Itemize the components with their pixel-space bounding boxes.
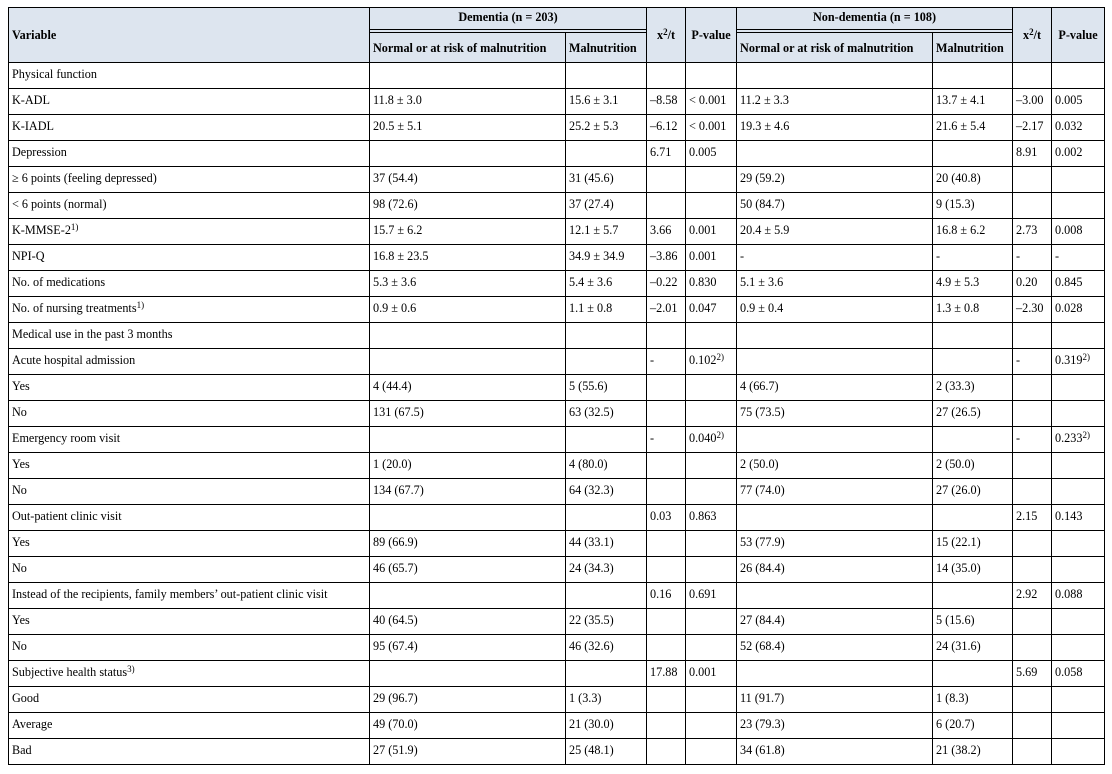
nondementia-pvalue-cell: [1052, 635, 1105, 661]
nondementia-pvalue-cell: [1052, 167, 1105, 193]
dementia-pvalue-cell: [686, 713, 737, 739]
table-row: [9, 297, 1105, 323]
dementia-malnutrition-cell: 12.1 ± 5.7: [566, 219, 647, 245]
nondementia-stat-cell: [1013, 63, 1052, 89]
nondementia-stat-cell: -: [1013, 245, 1052, 271]
header-nondementia-group: [737, 8, 1013, 33]
nondementia-normal-cell: 5.1 ± 3.6: [737, 271, 933, 297]
dementia-normal-cell: 5.3 ± 3.6: [370, 271, 566, 297]
dementia-normal-cell: 11.8 ± 3.0: [370, 89, 566, 115]
dementia-pvalue-cell: [686, 193, 737, 219]
dementia-stat-cell: 0.03: [647, 505, 686, 531]
nondementia-malnutrition-cell: 13.7 ± 4.1: [933, 89, 1013, 115]
row-label: Bad: [9, 739, 370, 765]
dementia-malnutrition-cell: 63 (32.5): [566, 401, 647, 427]
dementia-normal-cell: 89 (66.9): [370, 531, 566, 557]
dementia-malnutrition-cell: 21 (30.0): [566, 713, 647, 739]
dementia-pvalue-cell: 0.691: [686, 583, 737, 609]
nondementia-malnutrition-cell: 20 (40.8): [933, 167, 1013, 193]
nondementia-stat-cell: [1013, 687, 1052, 713]
nondementia-normal-cell: 26 (84.4): [737, 557, 933, 583]
table-header: [9, 8, 1105, 63]
dementia-pvalue-cell: 0.005: [686, 141, 737, 167]
nondementia-pvalue-cell: [1052, 453, 1105, 479]
nondementia-normal-cell: [737, 63, 933, 89]
table-row: [9, 245, 1105, 271]
row-label: Emergency room visit: [9, 427, 370, 453]
table-row: [9, 89, 1105, 115]
nondementia-pvalue-cell: 0.032: [1052, 115, 1105, 141]
dementia-normal-cell: 98 (72.6): [370, 193, 566, 219]
dementia-malnutrition-cell: [566, 63, 647, 89]
dementia-malnutrition-cell: [566, 323, 647, 349]
dementia-pvalue-cell: 0.001: [686, 245, 737, 271]
dementia-malnutrition-cell: [566, 427, 647, 453]
nondementia-normal-cell: 53 (77.9): [737, 531, 933, 557]
nondementia-normal-cell: 2 (50.0): [737, 453, 933, 479]
dementia-normal-cell: 20.5 ± 5.1: [370, 115, 566, 141]
dementia-pvalue-cell: [686, 739, 737, 765]
table-row: [9, 167, 1105, 193]
nondementia-pvalue-cell: 0.845: [1052, 271, 1105, 297]
dementia-stat-cell: [647, 63, 686, 89]
dementia-normal-cell: [370, 661, 566, 687]
nondementia-stat-cell: [1013, 193, 1052, 219]
nondementia-malnutrition-cell: 2 (50.0): [933, 453, 1013, 479]
nondementia-stat-cell: -: [1013, 427, 1052, 453]
row-label: Acute hospital admission: [9, 349, 370, 375]
dementia-normal-cell: [370, 349, 566, 375]
table-row: [9, 323, 1105, 349]
nondementia-malnutrition-cell: 27 (26.5): [933, 401, 1013, 427]
dementia-pvalue-cell: [686, 531, 737, 557]
dementia-normal-cell: 40 (64.5): [370, 609, 566, 635]
nondementia-pvalue-cell: 0.002: [1052, 141, 1105, 167]
header-dementia-malnutrition: Malnutrition: [566, 33, 647, 63]
dementia-malnutrition-cell: [566, 349, 647, 375]
dementia-normal-cell: [370, 505, 566, 531]
nondementia-pvalue-cell: 0.005: [1052, 89, 1105, 115]
nondementia-stat-cell: [1013, 401, 1052, 427]
nondementia-normal-cell: [737, 427, 933, 453]
dementia-stat-cell: –2.01: [647, 297, 686, 323]
nondementia-normal-cell: 77 (74.0): [737, 479, 933, 505]
nondementia-malnutrition-cell: [933, 323, 1013, 349]
row-label: K-MMSE-2$^{1)}$: [9, 219, 370, 245]
header-nondementia-malnutrition: Malnutrition: [933, 33, 1013, 63]
dementia-pvalue-cell: [686, 63, 737, 89]
footnote-marker: 2): [1082, 352, 1090, 362]
nondementia-pvalue-cell: [1052, 63, 1105, 89]
nondementia-malnutrition-cell: [933, 427, 1013, 453]
header-nondementia-stat: $x^2/t$: [1013, 8, 1052, 63]
dementia-stat-cell: [647, 167, 686, 193]
dementia-stat-cell: 0.16: [647, 583, 686, 609]
row-label: Yes: [9, 453, 370, 479]
table-row: [9, 375, 1105, 401]
dementia-malnutrition-cell: 15.6 ± 3.1: [566, 89, 647, 115]
table-row: [9, 115, 1105, 141]
nondementia-malnutrition-cell: [933, 661, 1013, 687]
table-row: [9, 583, 1105, 609]
dementia-pvalue-cell: [686, 635, 737, 661]
nondementia-stat-cell: [1013, 479, 1052, 505]
nondementia-malnutrition-cell: [933, 63, 1013, 89]
table-row: [9, 713, 1105, 739]
dementia-normal-cell: [370, 427, 566, 453]
nondementia-normal-cell: 23 (79.3): [737, 713, 933, 739]
table-row: [9, 401, 1105, 427]
table-body: [9, 63, 1105, 765]
nondementia-pvalue-cell: 0.088: [1052, 583, 1105, 609]
dementia-stat-cell: [647, 557, 686, 583]
dementia-normal-cell: 4 (44.4): [370, 375, 566, 401]
nondementia-malnutrition-cell: [933, 141, 1013, 167]
row-label: Yes: [9, 531, 370, 557]
nondementia-malnutrition-cell: 2 (33.3): [933, 375, 1013, 401]
nondementia-normal-cell: [737, 323, 933, 349]
dementia-stat-cell: –3.86: [647, 245, 686, 271]
table-row: [9, 219, 1105, 245]
nondementia-malnutrition-cell: 9 (15.3): [933, 193, 1013, 219]
row-label: K-IADL: [9, 115, 370, 141]
dementia-malnutrition-cell: [566, 141, 647, 167]
dementia-malnutrition-cell: 31 (45.6): [566, 167, 647, 193]
dementia-malnutrition-cell: 5 (55.6): [566, 375, 647, 401]
header-variable: Variable: [9, 8, 370, 63]
dementia-pvalue-cell: 0.001: [686, 219, 737, 245]
dementia-pvalue-cell: [686, 479, 737, 505]
dementia-stat-cell: 3.66: [647, 219, 686, 245]
dementia-malnutrition-cell: 5.4 ± 3.6: [566, 271, 647, 297]
nondementia-normal-cell: 11 (91.7): [737, 687, 933, 713]
table-row: [9, 687, 1105, 713]
nondementia-stat-cell: [1013, 531, 1052, 557]
dementia-normal-cell: [370, 63, 566, 89]
table-row: [9, 479, 1105, 505]
nondementia-stat-cell: [1013, 635, 1052, 661]
dementia-stat-cell: [647, 687, 686, 713]
dementia-pvalue-cell: [686, 557, 737, 583]
footnote-marker: 2): [1082, 430, 1090, 440]
nondementia-pvalue-cell: [1052, 479, 1105, 505]
dementia-normal-cell: 0.9 ± 0.6: [370, 297, 566, 323]
nondementia-stat-cell: 2.15: [1013, 505, 1052, 531]
row-label: No: [9, 557, 370, 583]
nondementia-stat-cell: -: [1013, 349, 1052, 375]
row-label: No. of nursing treatments$^{1)}$: [9, 297, 370, 323]
dementia-pvalue-cell: 0.001: [686, 661, 737, 687]
dementia-normal-cell: 46 (65.7): [370, 557, 566, 583]
dementia-pvalue-cell: 0.102$^{2)}$: [686, 349, 737, 375]
dementia-normal-cell: 37 (54.4): [370, 167, 566, 193]
dementia-normal-cell: 15.7 ± 6.2: [370, 219, 566, 245]
nondementia-normal-cell: 20.4 ± 5.9: [737, 219, 933, 245]
nondementia-normal-cell: 52 (68.4): [737, 635, 933, 661]
table-row: [9, 427, 1105, 453]
row-label: Good: [9, 687, 370, 713]
dementia-normal-cell: 49 (70.0): [370, 713, 566, 739]
nondementia-stat-cell: [1013, 167, 1052, 193]
table-row: [9, 739, 1105, 765]
dementia-stat-cell: [647, 401, 686, 427]
dementia-stat-cell: [647, 739, 686, 765]
nondementia-stat-cell: [1013, 323, 1052, 349]
dementia-malnutrition-cell: 64 (32.3): [566, 479, 647, 505]
nondementia-pvalue-cell: 0.319$^{2)}$: [1052, 349, 1105, 375]
dementia-pvalue-cell: < 0.001: [686, 115, 737, 141]
dementia-malnutrition-cell: 44 (33.1): [566, 531, 647, 557]
row-label: Physical function: [9, 63, 370, 89]
nondementia-stat-cell: –3.00: [1013, 89, 1052, 115]
dementia-stat-cell: [647, 453, 686, 479]
table-row: [9, 349, 1105, 375]
dementia-stat-cell: [647, 531, 686, 557]
row-label: Subjective health status$^{3)}$: [9, 661, 370, 687]
dementia-stat-cell: [647, 479, 686, 505]
row-label: K-ADL: [9, 89, 370, 115]
row-label: Out-patient clinic visit: [9, 505, 370, 531]
dementia-pvalue-cell: < 0.001: [686, 89, 737, 115]
dementia-stat-cell: [647, 635, 686, 661]
dementia-pvalue-cell: [686, 167, 737, 193]
dementia-stat-cell: [647, 323, 686, 349]
nondementia-malnutrition-cell: -: [933, 245, 1013, 271]
dementia-normal-cell: 16.8 ± 23.5: [370, 245, 566, 271]
nondementia-pvalue-cell: [1052, 687, 1105, 713]
nondementia-pvalue-cell: 0.143: [1052, 505, 1105, 531]
nondementia-malnutrition-cell: 6 (20.7): [933, 713, 1013, 739]
dementia-normal-cell: 131 (67.5): [370, 401, 566, 427]
dementia-pvalue-cell: 0.863: [686, 505, 737, 531]
dementia-pvalue-cell: [686, 401, 737, 427]
row-label: Yes: [9, 609, 370, 635]
nondementia-normal-cell: -: [737, 245, 933, 271]
header-dementia-pvalue: P-value: [686, 8, 737, 63]
dementia-stat-cell: -: [647, 427, 686, 453]
dementia-stat-cell: [647, 713, 686, 739]
nondementia-pvalue-cell: [1052, 531, 1105, 557]
nondementia-malnutrition-cell: 24 (31.6): [933, 635, 1013, 661]
dementia-malnutrition-cell: 34.9 ± 34.9: [566, 245, 647, 271]
nondementia-pvalue-cell: 0.233$^{2)}$: [1052, 427, 1105, 453]
table-row: [9, 63, 1105, 89]
nondementia-normal-cell: 75 (73.5): [737, 401, 933, 427]
dementia-stat-cell: [647, 375, 686, 401]
dementia-normal-cell: [370, 141, 566, 167]
dementia-normal-cell: 1 (20.0): [370, 453, 566, 479]
nondementia-pvalue-cell: [1052, 739, 1105, 765]
nondementia-normal-cell: 29 (59.2): [737, 167, 933, 193]
nondementia-malnutrition-cell: [933, 349, 1013, 375]
header-dementia-stat: $x^2/t$: [647, 8, 686, 63]
nondementia-normal-cell: [737, 661, 933, 687]
nondementia-stat-cell: [1013, 739, 1052, 765]
table-row: [9, 531, 1105, 557]
row-label: < 6 points (normal): [9, 193, 370, 219]
dementia-pvalue-cell: 0.040$^{2)}$: [686, 427, 737, 453]
nondementia-stat-cell: [1013, 609, 1052, 635]
dementia-stat-cell: –0.22: [647, 271, 686, 297]
nondementia-stat-cell: 8.91: [1013, 141, 1052, 167]
nondementia-pvalue-cell: 0.028: [1052, 297, 1105, 323]
table-row: [9, 271, 1105, 297]
nondementia-normal-cell: 4 (66.7): [737, 375, 933, 401]
footnote-marker: 1): [136, 300, 145, 310]
nondementia-malnutrition-cell: 4.9 ± 5.3: [933, 271, 1013, 297]
header-nondementia-normal: Normal or at risk of malnutrition: [737, 33, 933, 63]
nondementia-stat-cell: 2.73: [1013, 219, 1052, 245]
nondementia-stat-cell: 5.69: [1013, 661, 1052, 687]
nondementia-pvalue-cell: [1052, 193, 1105, 219]
table-row: [9, 635, 1105, 661]
nondementia-stat-cell: 0.20: [1013, 271, 1052, 297]
nondementia-pvalue-cell: [1052, 323, 1105, 349]
table-row: [9, 609, 1105, 635]
dementia-pvalue-cell: [686, 453, 737, 479]
dementia-malnutrition-cell: [566, 505, 647, 531]
table-row: [9, 505, 1105, 531]
row-label: No: [9, 479, 370, 505]
dementia-malnutrition-cell: 24 (34.3): [566, 557, 647, 583]
dementia-pvalue-cell: [686, 375, 737, 401]
header-dementia-normal: Normal or at risk of malnutrition: [370, 33, 566, 63]
nondementia-pvalue-cell: [1052, 713, 1105, 739]
dementia-pvalue-cell: [686, 323, 737, 349]
nondementia-normal-cell: [737, 505, 933, 531]
nondementia-normal-cell: 19.3 ± 4.6: [737, 115, 933, 141]
nondementia-malnutrition-cell: 15 (22.1): [933, 531, 1013, 557]
nondementia-stat-cell: [1013, 453, 1052, 479]
table-row: [9, 661, 1105, 687]
dementia-pvalue-cell: [686, 609, 737, 635]
dementia-pvalue-cell: 0.830: [686, 271, 737, 297]
dementia-malnutrition-cell: [566, 661, 647, 687]
row-label: ≥ 6 points (feeling depressed): [9, 167, 370, 193]
dementia-malnutrition-cell: 37 (27.4): [566, 193, 647, 219]
nondementia-normal-cell: 0.9 ± 0.4: [737, 297, 933, 323]
dementia-normal-cell: [370, 323, 566, 349]
nondementia-malnutrition-cell: 1 (8.3): [933, 687, 1013, 713]
nondementia-stat-cell: –2.17: [1013, 115, 1052, 141]
header-dementia-group-label: Dementia (n = 203): [370, 10, 646, 30]
row-label: Depression: [9, 141, 370, 167]
nondementia-stat-cell: 2.92: [1013, 583, 1052, 609]
nondementia-pvalue-cell: [1052, 557, 1105, 583]
dementia-stat-cell: 17.88: [647, 661, 686, 687]
dementia-normal-cell: 95 (67.4): [370, 635, 566, 661]
header-dementia-group: [370, 8, 647, 33]
header-nondementia-pvalue: P-value: [1052, 8, 1105, 63]
nondementia-stat-cell: [1013, 557, 1052, 583]
nondementia-pvalue-cell: [1052, 375, 1105, 401]
nondementia-pvalue-cell: [1052, 609, 1105, 635]
dementia-malnutrition-cell: 1 (3.3): [566, 687, 647, 713]
dementia-stat-cell: –6.12: [647, 115, 686, 141]
nondementia-normal-cell: [737, 349, 933, 375]
dementia-stat-cell: [647, 193, 686, 219]
table-row: [9, 557, 1105, 583]
footnote-marker: 2): [716, 430, 724, 440]
row-label: Medical use in the past 3 months: [9, 323, 370, 349]
row-label: No: [9, 635, 370, 661]
footnote-marker: 1): [70, 222, 79, 232]
nondementia-normal-cell: [737, 583, 933, 609]
dementia-normal-cell: 29 (96.7): [370, 687, 566, 713]
dementia-pvalue-cell: 0.047: [686, 297, 737, 323]
dementia-malnutrition-cell: [566, 583, 647, 609]
nondementia-normal-cell: 34 (61.8): [737, 739, 933, 765]
nondementia-pvalue-cell: -: [1052, 245, 1105, 271]
footnote-marker: 3): [127, 664, 135, 674]
footnote-marker: 2): [716, 352, 724, 362]
dementia-malnutrition-cell: 25 (48.1): [566, 739, 647, 765]
dementia-malnutrition-cell: 22 (35.5): [566, 609, 647, 635]
nondementia-pvalue-cell: 0.058: [1052, 661, 1105, 687]
nondementia-normal-cell: [737, 141, 933, 167]
row-label: NPI-Q: [9, 245, 370, 271]
nondementia-malnutrition-cell: [933, 583, 1013, 609]
dementia-stat-cell: –8.58: [647, 89, 686, 115]
nondementia-malnutrition-cell: 16.8 ± 6.2: [933, 219, 1013, 245]
dementia-stat-cell: -: [647, 349, 686, 375]
dementia-pvalue-cell: [686, 687, 737, 713]
nondementia-normal-cell: 27 (84.4): [737, 609, 933, 635]
row-label: Yes: [9, 375, 370, 401]
table-row: [9, 193, 1105, 219]
table-row: [9, 141, 1105, 167]
nondementia-malnutrition-cell: 21 (38.2): [933, 739, 1013, 765]
nondementia-pvalue-cell: 0.008: [1052, 219, 1105, 245]
dementia-malnutrition-cell: 46 (32.6): [566, 635, 647, 661]
dementia-malnutrition-cell: 1.1 ± 0.8: [566, 297, 647, 323]
nondementia-stat-cell: [1013, 375, 1052, 401]
row-label: Instead of the recipients, family members’ out-patient clinic visit: [9, 583, 370, 609]
nondementia-pvalue-cell: [1052, 401, 1105, 427]
dementia-malnutrition-cell: 25.2 ± 5.3: [566, 115, 647, 141]
row-label: No. of medications: [9, 271, 370, 297]
nondementia-malnutrition-cell: 14 (35.0): [933, 557, 1013, 583]
nondementia-stat-cell: [1013, 713, 1052, 739]
row-label: No: [9, 401, 370, 427]
row-label: Average: [9, 713, 370, 739]
table-row: [9, 453, 1105, 479]
dementia-stat-cell: [647, 609, 686, 635]
dementia-stat-cell: 6.71: [647, 141, 686, 167]
nondementia-malnutrition-cell: 5 (15.6): [933, 609, 1013, 635]
nondementia-malnutrition-cell: 1.3 ± 0.8: [933, 297, 1013, 323]
nondementia-malnutrition-cell: 21.6 ± 5.4: [933, 115, 1013, 141]
dementia-normal-cell: [370, 583, 566, 609]
nondementia-malnutrition-cell: 27 (26.0): [933, 479, 1013, 505]
nondementia-normal-cell: 11.2 ± 3.3: [737, 89, 933, 115]
nondementia-stat-cell: –2.30: [1013, 297, 1052, 323]
data-table: [8, 7, 1105, 765]
dementia-normal-cell: 27 (51.9): [370, 739, 566, 765]
header-nondementia-group-label: Non-dementia (n = 108): [737, 10, 1012, 30]
nondementia-malnutrition-cell: [933, 505, 1013, 531]
nondementia-normal-cell: 50 (84.7): [737, 193, 933, 219]
dementia-normal-cell: 134 (67.7): [370, 479, 566, 505]
dementia-malnutrition-cell: 4 (80.0): [566, 453, 647, 479]
